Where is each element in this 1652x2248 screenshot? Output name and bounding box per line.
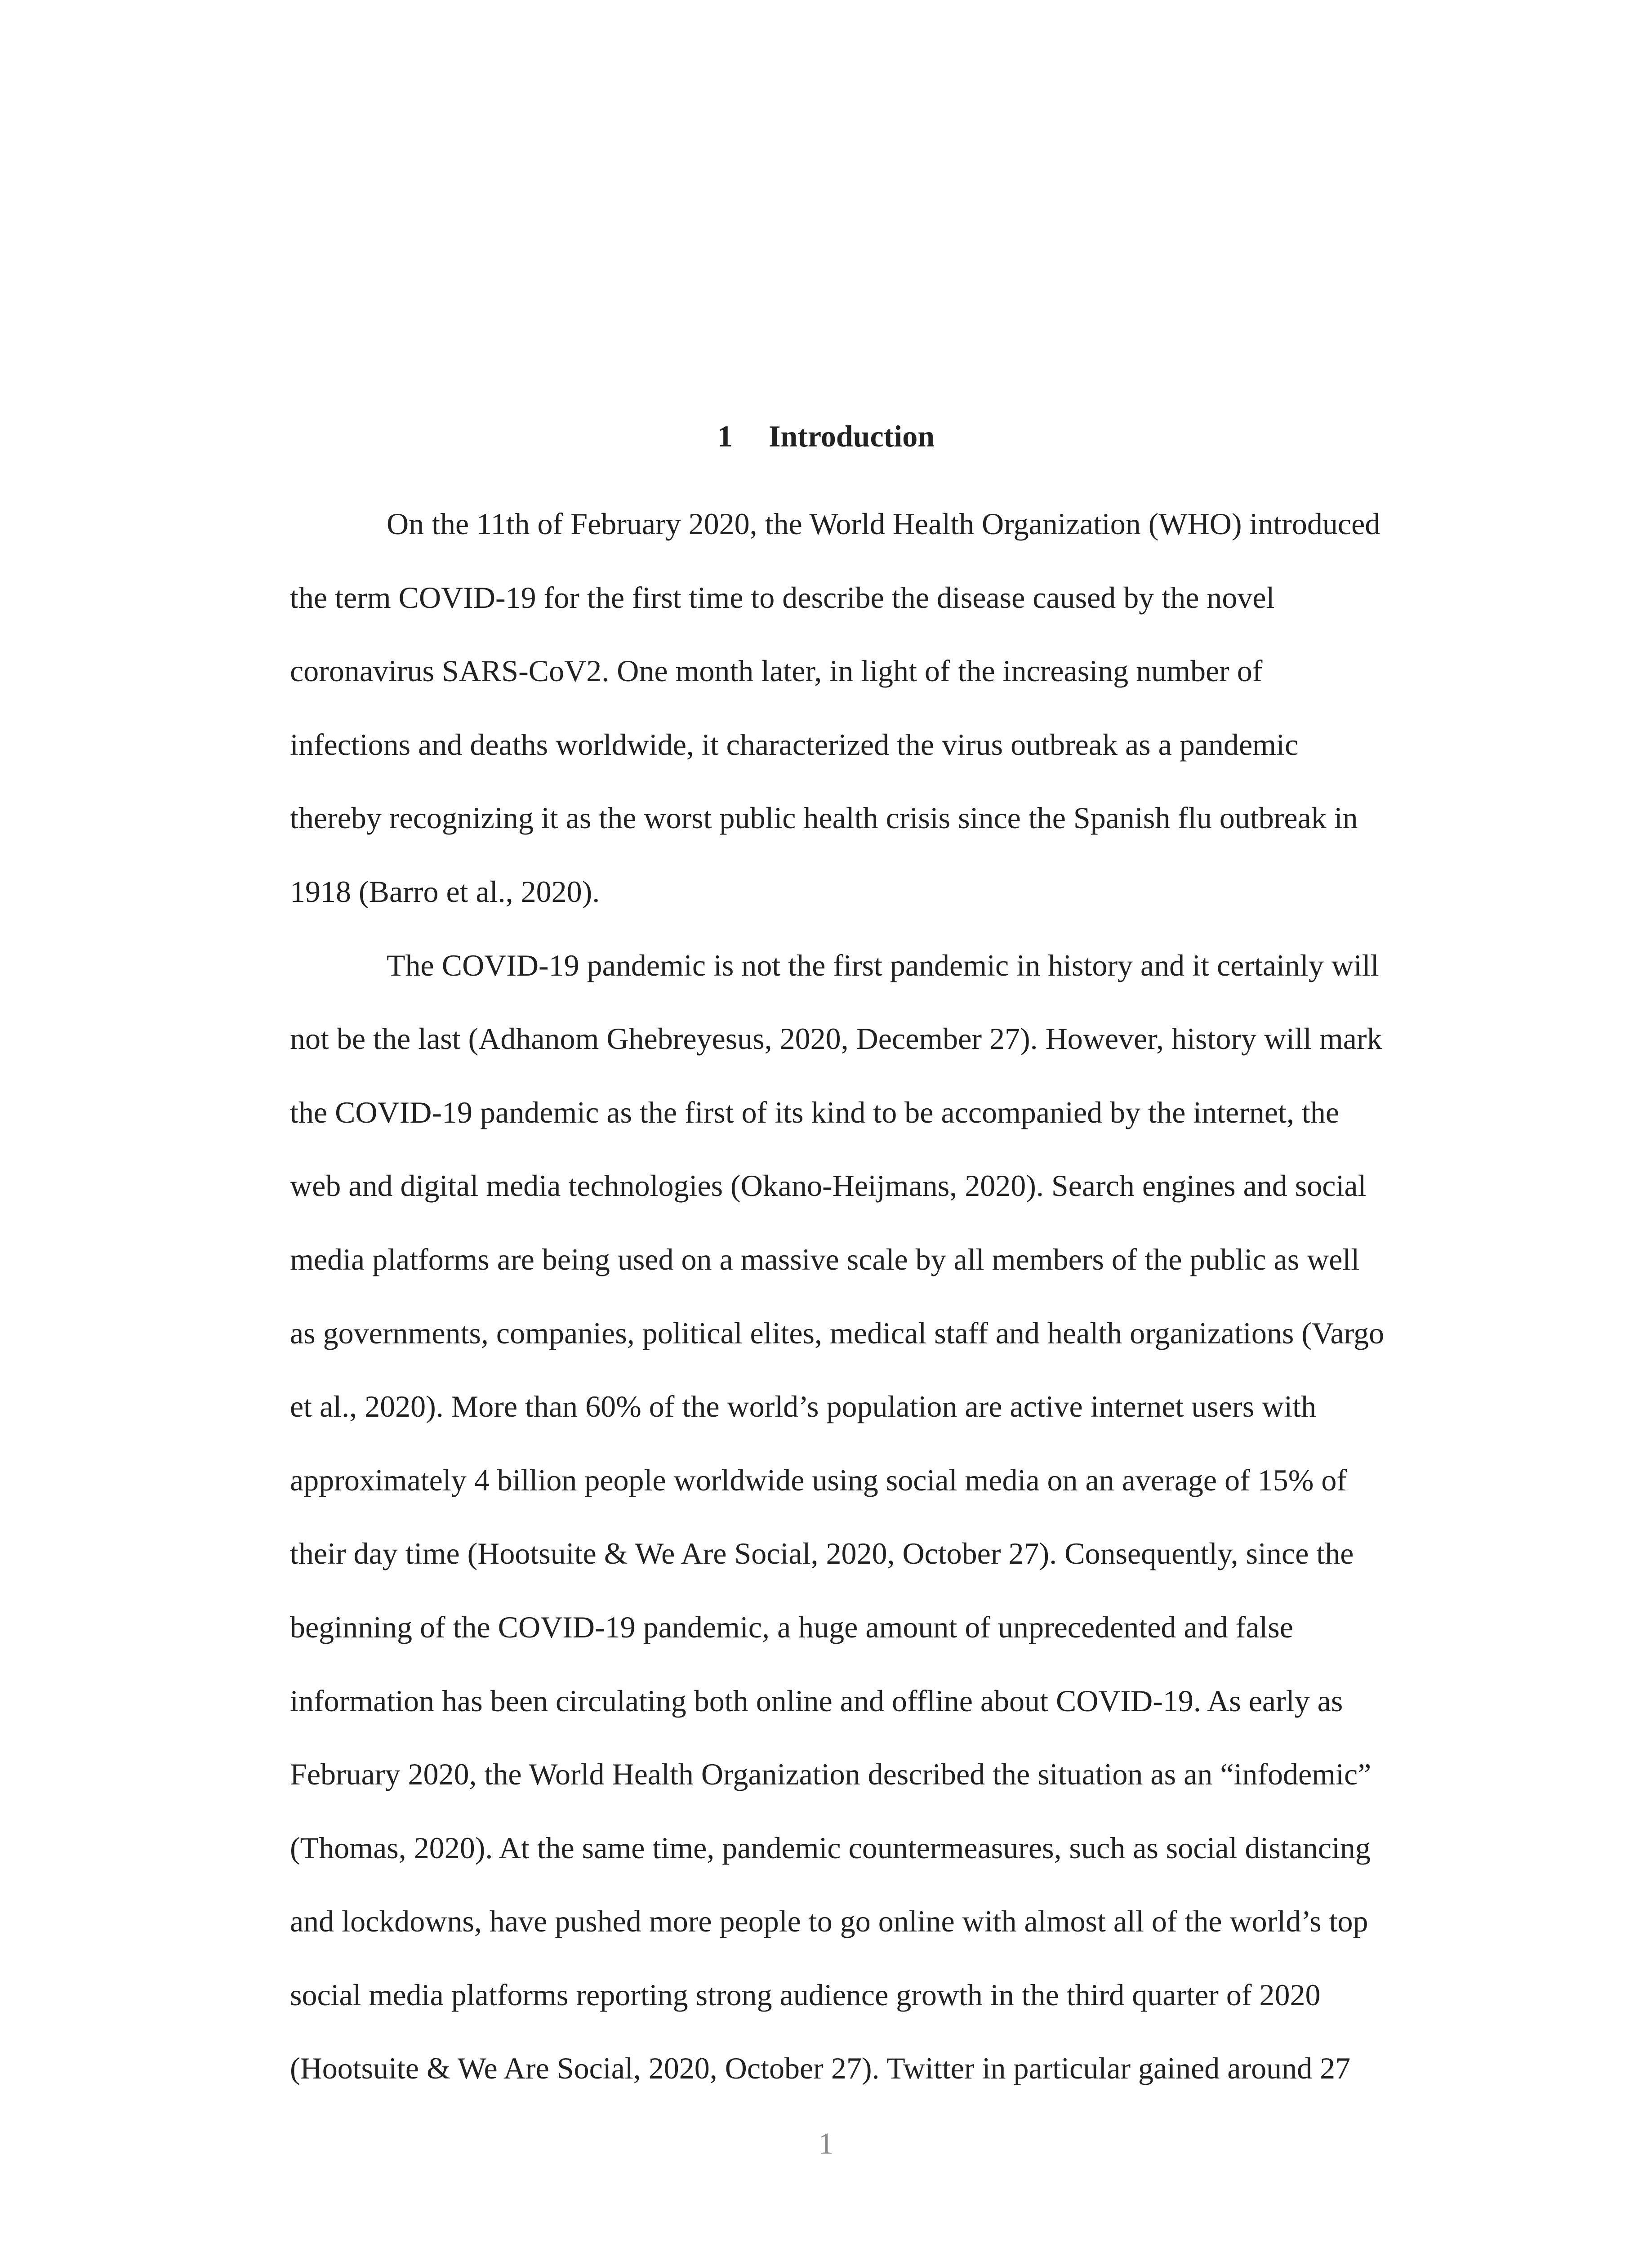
page-number: 1 (818, 2126, 834, 2160)
text-line: beginning of the COVID-19 pandemic, a huge amount of unprecedented and false (290, 1610, 1293, 1644)
text-line: the term COVID-19 for the first time to describe the disease caused by the novel (290, 580, 1275, 615)
text-line: infections and deaths worldwide, it characterized the virus outbreak as a pandemic (290, 727, 1299, 762)
text-line: coronavirus SARS-CoV2. One month later, in light of the increasing number of (290, 654, 1263, 688)
text-line: February 2020, the World Health Organization described the situation as an “infodemic” (290, 1757, 1371, 1792)
text-line: approximately 4 billion people worldwide using social media on an average of 15% of (290, 1463, 1347, 1497)
text-line: The COVID-19 pandemic is not the first pandemic in history and it certainly will (387, 948, 1379, 982)
text-line: media platforms are being used on a massive scale by all members of the public as well (290, 1242, 1360, 1276)
text-line: 1918 (Barro et al., 2020). (290, 874, 600, 909)
text-line: information has been circulating both online and offline about COVID-19. As early as (290, 1683, 1343, 1718)
text-line: and lockdowns, have pushed more people to go online with almost all of the world’s top (290, 1904, 1368, 1939)
text-line: thereby recognizing it as the worst public health crisis since the Spanish flu outbreak in (290, 801, 1358, 835)
section-title: Introduction (768, 419, 935, 453)
text-line: not be the last (Adhanom Ghebreyesus, 2020, December 27). However, history will mark (290, 1021, 1382, 1056)
text-line: the COVID-19 pandemic as the first of its kind to be accompanied by the internet, the (290, 1095, 1340, 1129)
text-line: their day time (Hootsuite & We Are Social, 2020, October 27). Consequently, since the (290, 1536, 1354, 1571)
text-line: (Thomas, 2020). At the same time, pandemic countermeasures, such as social distancing (290, 1830, 1371, 1865)
section-number: 1 (717, 419, 733, 453)
text-line: On the 11th of February 2020, the World Health Organization (WHO) introduced (387, 507, 1380, 541)
text-line: (Hootsuite & We Are Social, 2020, October 27). Twitter in particular gained around 27 (290, 2051, 1351, 2086)
text-line: social media platforms reporting strong audience growth in the third quarter of 2020 (290, 1977, 1321, 2012)
text-line: as governments, companies, political elites, medical staff and health organizations (Vargo (290, 1316, 1385, 1350)
text-line: et al., 2020). More than 60% of the world’s population are active internet users with (290, 1389, 1317, 1424)
body-text (290, 504, 1459, 2122)
section-heading (0, 416, 1652, 456)
text-line: web and digital media technologies (Okano-Heijmans, 2020). Search engines and social (290, 1169, 1367, 1203)
